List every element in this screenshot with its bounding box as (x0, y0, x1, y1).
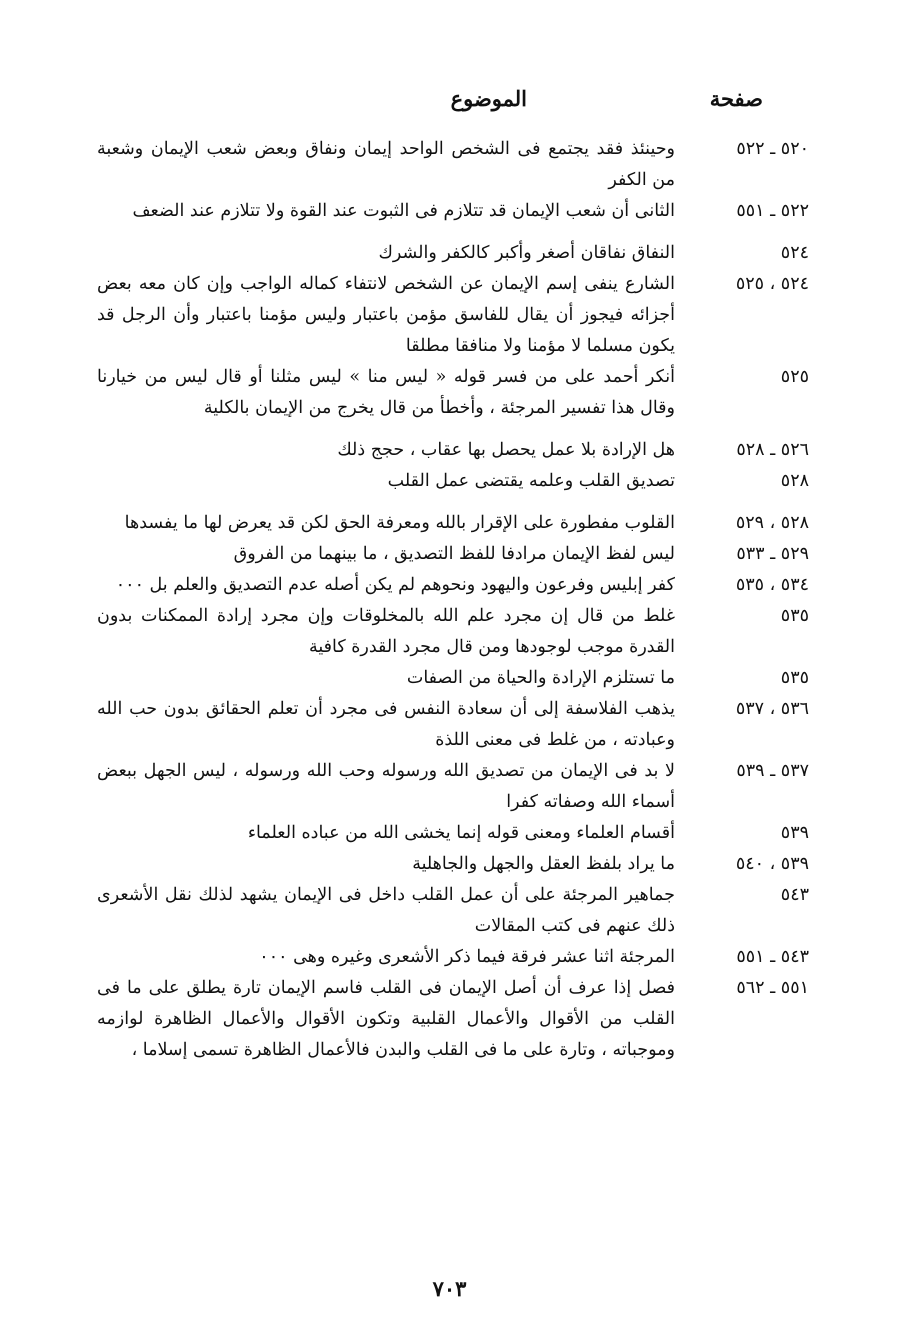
entry-text: غلط من قال إن مجرد علم الله بالمخلوقات وإن مجرد إرادة الممكنات بدون القدرة موجب لوجودها ومن قال مجرد القدرة كافية (97, 606, 675, 657)
topic-column-header: الموضوع (450, 86, 527, 111)
entry-pages: ٥٣٩ ، ٥٤٠ (735, 854, 809, 874)
index-entry (0, 269, 899, 362)
index-entry (0, 973, 899, 1066)
entry-text: جماهير المرجئة على أن عمل القلب داخل فى الإيمان يشهد لذلك نقل الأشعرى ذلك عنهم فى كتب المقالات (97, 885, 675, 936)
entry-text: ليس لفظ الإيمان مرادفا للفظ التصديق ، ما بينهما من الفروق (233, 544, 675, 564)
index-entries (0, 134, 899, 1066)
entry-text: تصديق القلب وعلمه يقتضى عمل القلب (387, 471, 675, 491)
index-entry (0, 196, 899, 227)
entry-text: الشارع ينفى إسم الإيمان عن الشخص لانتفاء كماله الواجب وإن كان معه بعض أجزائه فيجوز أن يقال للفاسق مؤمن باعتبار وليس مؤمنا باعتبار وأن الرجل قد يكون مسلما لا مؤمنا ولا منافقا مطلقا (97, 274, 675, 356)
entry-pages: ٥٣٤ ، ٥٣٥ (735, 575, 809, 595)
column-headers (0, 86, 899, 126)
entry-pages: ٥٢٦ ـ ٥٢٨ (736, 440, 809, 460)
entry-pages: ٥٣٩ (780, 823, 809, 843)
entry-text: كفر إبليس وفرعون واليهود ونحوهم لم يكن أصله عدم التصديق والعلم بل ٠٠٠ (115, 575, 675, 595)
index-entry (0, 694, 899, 756)
entry-text: ما يراد بلفظ العقل والجهل والجاهلية (412, 854, 675, 874)
entry-pages: ٥٣٧ ـ ٥٣٩ (736, 761, 809, 781)
entry-pages: ٥٢٨ ، ٥٢٩ (735, 513, 809, 533)
index-entry (0, 818, 899, 849)
index-entry (0, 539, 899, 570)
entry-pages: ٥٢٢ ـ ٥٥١ (736, 201, 809, 221)
index-entry (0, 849, 899, 880)
entry-text: القلوب مفطورة على الإقرار بالله ومعرفة الحق لكن قد يعرض لها ما يفسدها (124, 513, 675, 533)
entry-text: لا بد فى الإيمان من تصديق الله ورسوله وحب الله ورسوله ، ليس الجهل ببعض أسماء الله وصفاته كفرا (97, 761, 675, 812)
entry-pages: ٥٢٨ (780, 471, 809, 491)
entry-text: الثانى أن شعب الإيمان قد تتلازم فى الثبوت عند القوة ولا تتلازم عند الضعف (132, 201, 675, 221)
entry-pages: ٥٢٥ (780, 367, 809, 387)
index-entry (0, 134, 899, 196)
entry-pages: ٥٣٥ (780, 668, 809, 688)
entry-pages: ٥٣٥ (780, 606, 809, 626)
entry-text: يذهب الفلاسفة إلى أن سعادة النفس فى مجرد أن تعلم الحقائق بدون حب الله وعبادته ، من غلط فى معنى اللذة (97, 699, 675, 750)
index-entry (0, 435, 899, 466)
index-entry (0, 362, 899, 424)
index-entry (0, 508, 899, 539)
index-entry (0, 238, 899, 269)
page-column-header: صفحة (709, 86, 763, 111)
entry-text: هل الإرادة بلا عمل يحصل بها عقاب ، حجج ذلك (337, 440, 675, 460)
entry-pages: ٥٣٦ ، ٥٣٧ (735, 699, 809, 719)
index-entry (0, 942, 899, 973)
index-entry (0, 570, 899, 601)
entry-text: المرجئة اثنا عشر فرقة فيما ذكر الأشعرى وغيره وهى ٠٠٠ (259, 947, 675, 967)
entry-text: أقسام العلماء ومعنى قوله إنما يخشى الله من عباده العلماء (247, 823, 675, 843)
entry-text: النفاق نفاقان أصغر وأكبر كالكفر والشرك (378, 243, 675, 263)
entry-pages: ٥٢٩ ـ ٥٣٣ (736, 544, 809, 564)
entry-pages: ٥٢٠ ـ ٥٢٢ (736, 139, 809, 159)
index-entry (0, 663, 899, 694)
entry-text: ما تستلزم الإرادة والحياة من الصفات (406, 668, 675, 688)
entry-pages: ٥٥١ ـ ٥٦٢ (736, 978, 809, 998)
entry-text: فصل إذا عرف أن أصل الإيمان فى القلب فاسم الإيمان تارة يطلق على ما فى القلب من الأقوال والأعمال القلبية وتكون الأقوال والأعمال الظاهرة لوازمه وموجباته ، وتارة على ما فى القلب والبدن فالأعمال الظاهرة تسمى إسلاما ، (97, 978, 675, 1060)
entry-text: أنكر أحمد على من فسر قوله « ليس منا » ليس مثلنا أو قال ليس من خيارنا وقال هذا تفسير المرجئة ، وأخطأ من قال يخرج من الإيمان بالكلية (97, 367, 675, 418)
entry-pages: ٥٤٣ (780, 885, 809, 905)
index-entry (0, 880, 899, 942)
index-entry (0, 601, 899, 663)
entry-pages: ٥٢٤ ، ٥٢٥ (735, 274, 809, 294)
index-entry (0, 756, 899, 818)
index-entry (0, 466, 899, 497)
entry-pages: ٥٤٣ ـ ٥٥١ (736, 947, 809, 967)
page-number: ٧٠٣ (432, 1276, 467, 1301)
entry-pages: ٥٢٤ (780, 243, 809, 263)
entry-text: وحينئذ فقد يجتمع فى الشخص الواحد إيمان ونفاق وبعض شعب الإيمان وشعبة من الكفر (97, 139, 675, 190)
